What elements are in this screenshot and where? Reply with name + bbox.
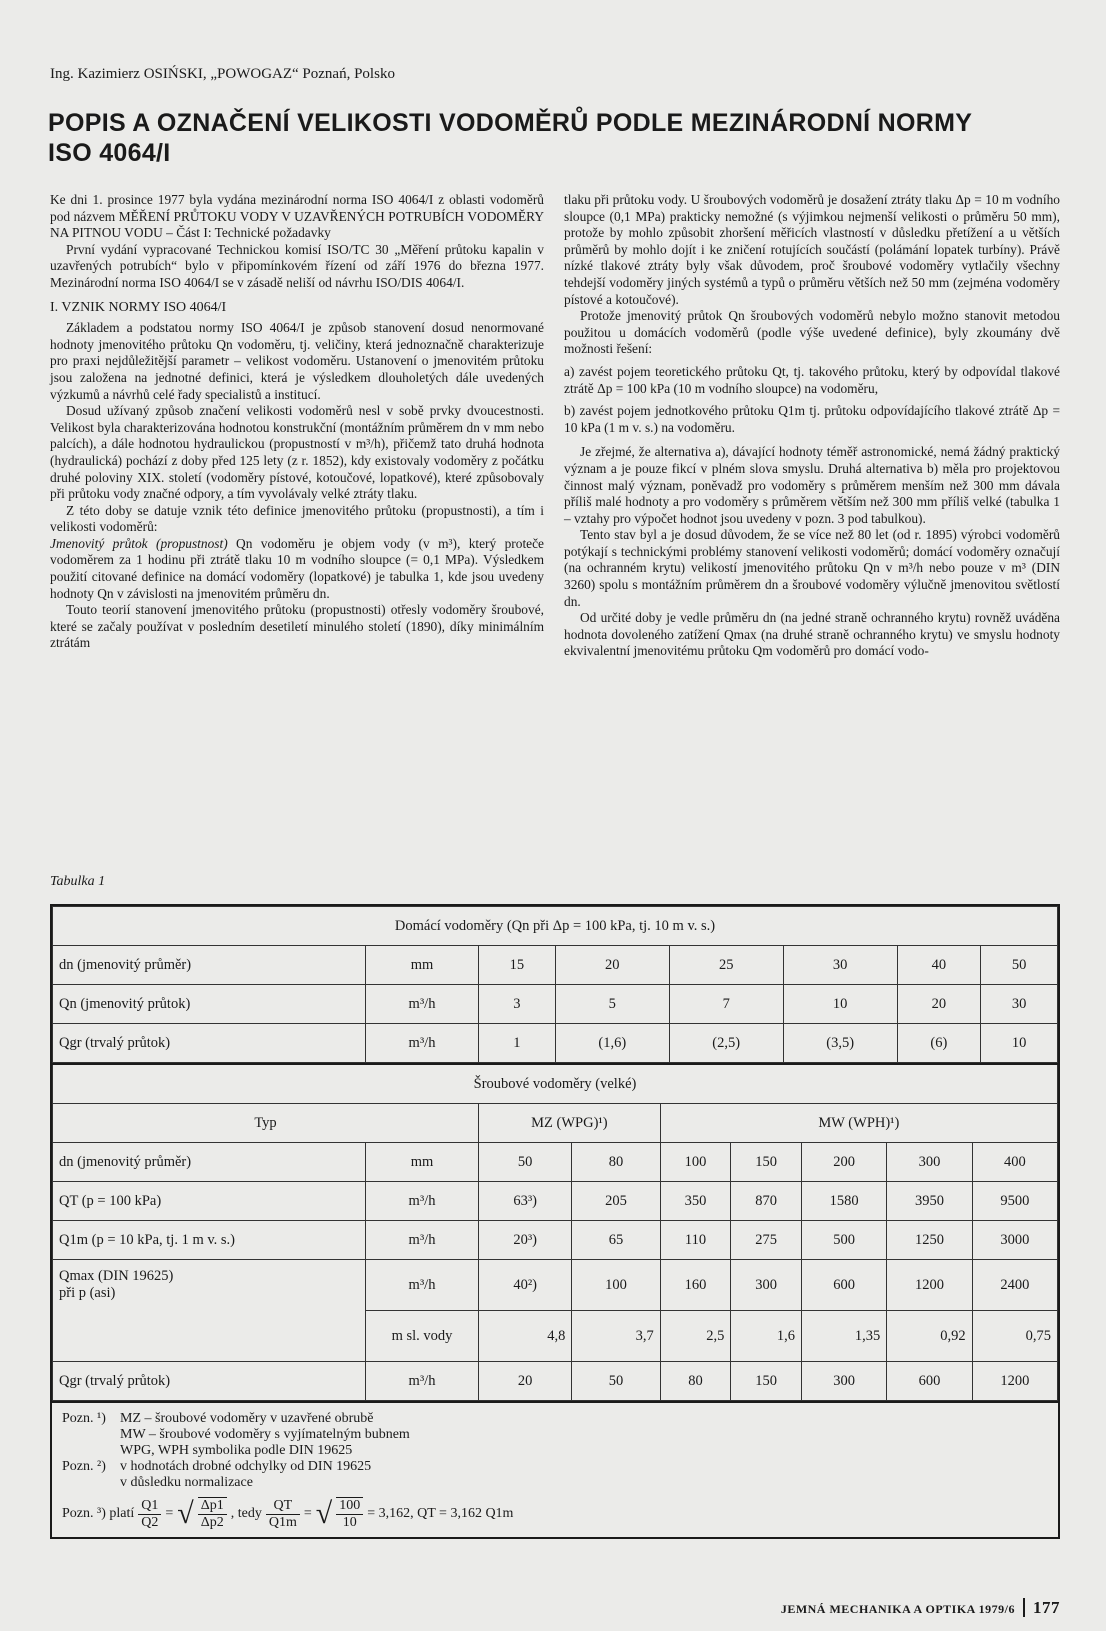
row-unit: m³/h	[366, 1024, 479, 1063]
cell: 160	[660, 1260, 731, 1311]
row-unit: m³/h	[366, 1221, 479, 1260]
cell: 3,7	[572, 1311, 660, 1362]
cell: 150	[731, 1143, 802, 1182]
note-key: Pozn. ³) platí	[62, 1506, 135, 1521]
data-table	[52, 906, 1058, 1063]
list-item: a) zavést pojem teoretického průtoku Qt, tj. takového průtoku, který by odpovídal tlakové ztrátě Δp = 100 kPa (10 m vodního sloupce) na vodoměru,	[564, 363, 1060, 396]
fraction	[336, 1497, 363, 1531]
table-row	[53, 1024, 1058, 1063]
qmax-label-2: při p (asi)	[59, 1285, 116, 1301]
cell: 1	[479, 1024, 556, 1063]
cell: 25	[669, 946, 783, 985]
cell: 10	[783, 985, 897, 1024]
cell: 300	[887, 1143, 972, 1182]
cell: (3,5)	[783, 1024, 897, 1063]
row-unit: m³/h	[366, 1362, 479, 1401]
row-unit: mm	[366, 1143, 479, 1182]
paragraph: Základem a podstatou normy ISO 4064/I je způsob stanovení dosud nenormované hodnoty jmenovitého průtoku Qn vodoměru, tj. veličiny, která jednoznačně charakterizuje pro praxi nejdůležitější parametr – velikost vodoměru. Ustanovení o jmenovitém průtoku jsou založena na jednotné definici, která je výsledkem dlouholetých dále uvedených výzkumů a návrhů celé řady specialistů a institucí.	[50, 320, 544, 402]
emphasis: Jmenovitý průtok (propustnost)	[50, 535, 228, 551]
row-label: Qgr (trvalý průtok)	[53, 1024, 366, 1063]
cell: 40²)	[479, 1260, 572, 1311]
data-table	[52, 1063, 1058, 1401]
row-label: Qn (jmenovitý průtok)	[53, 985, 366, 1024]
row-unit: m³/h	[366, 985, 479, 1024]
cell: 7	[669, 985, 783, 1024]
paragraph: Ke dni 1. prosince 1977 byla vydána mezinárodní norma ISO 4064/I z oblasti vodoměrů pod názvem MĚŘENÍ PRŮTOKU VODY V UZAVŘENÝCH POTRUBÍCH VODOMĚRY NA PITNOU VODU – Část I: Technické požadavky	[50, 192, 544, 241]
cell: 5	[555, 985, 669, 1024]
cell: 40	[897, 946, 981, 985]
table-row	[53, 1104, 1058, 1143]
cell: 1,6	[731, 1311, 802, 1362]
cell: 63³)	[479, 1182, 572, 1221]
list-item: b) zavést pojem jednotkového průtoku Q1m tj. průtoku odpovídajícího tlakové ztrátě Δp = 10 kPa (1 m v. s.) na vodoměru.	[564, 403, 1060, 435]
section-heading: I. VZNIK NORMY ISO 4064/I	[50, 299, 227, 315]
cell: 10	[981, 1024, 1058, 1063]
journal-name: JEMNÁ MECHANIKA A OPTIKA 1979/6	[780, 1602, 1015, 1616]
row-label	[53, 1260, 366, 1362]
cell: 500	[801, 1221, 886, 1260]
paragraph: Od určité doby je vedle průměru dn (na jedné straně ochranného krytu) rovněž uváděna hodnota dovoleného zatížení Qmax (na druhé straně ochranného krytu) ve smyslu hodnoty ekvivalentní jmenovitému průtoku Qm vodoměrů pro domácí vodo-	[564, 610, 1060, 659]
page-footer	[781, 1598, 1060, 1618]
cell: 80	[660, 1362, 731, 1401]
row-label: dn (jmenovitý průměr)	[53, 1143, 366, 1182]
table-row	[53, 1221, 1058, 1260]
cell: 600	[801, 1260, 886, 1311]
cell: 20	[479, 1362, 572, 1401]
sqrt-icon: √	[315, 1497, 333, 1530]
note-text: = 3,162, QT = 3,162 Q1m	[367, 1506, 514, 1521]
note-key: Pozn. ²)	[62, 1459, 106, 1474]
domestic-header: Domácí vodoměry (Qn při Δp = 100 kPa, tj. 10 m v. s.)	[53, 907, 1058, 946]
cell: 150	[731, 1362, 802, 1401]
cell: 200	[801, 1143, 886, 1182]
note-text: WPG, WPH symbolika podle DIN 19625	[120, 1443, 353, 1458]
numerator: Q1	[138, 1498, 161, 1515]
cell: 2,5	[660, 1311, 731, 1362]
cell: 9500	[972, 1182, 1057, 1221]
cell: 20	[555, 946, 669, 985]
paragraph	[50, 536, 544, 602]
cell: 350	[660, 1182, 731, 1221]
fraction	[198, 1497, 227, 1531]
cell: 50	[572, 1362, 660, 1401]
typ-header: Typ	[53, 1104, 479, 1143]
cell: 1200	[972, 1362, 1057, 1401]
denominator: Q1m	[268, 1514, 297, 1530]
cell: 600	[887, 1362, 972, 1401]
cell: 80	[572, 1143, 660, 1182]
paragraph: Tento stav byl a je dosud důvodem, že se více než 80 let (od r. 1895) výrobci vodoměrů potýkají s technickými problémy stanovení velikosti vodoměrů; domácí vodoměry označují (na ochranném krytu) velikostí jmenovitého průtoku Qn v m³/h nebo pouze v m³ (DIN 3260) spolu s montážním průměrem dn a šroubové vodoměry výlučně jmenovitou světlostí dn.	[564, 527, 1060, 609]
cell: 100	[572, 1260, 660, 1311]
cell: 100	[660, 1143, 731, 1182]
note-text: v hodnotách drobné odchylky od DIN 19625	[120, 1459, 372, 1474]
cell: 3	[479, 985, 556, 1024]
table-row	[53, 1362, 1058, 1401]
fraction	[138, 1498, 161, 1531]
cell: 3950	[887, 1182, 972, 1221]
cell: 4,8	[479, 1311, 572, 1362]
fraction	[266, 1498, 300, 1531]
paragraph: Protože jmenovitý průtok Qn šroubových vodoměrů nebylo možno stanovit metodou použitou u domácích vodoměrů (podle výše uvedené definice), byly zkoumány dvě možnosti řešení:	[564, 308, 1060, 357]
table-caption: Tabulka 1	[50, 874, 106, 889]
cell: 1200	[887, 1260, 972, 1311]
paragraph: Dosud užívaný způsob značení velikosti vodoměrů nesl v sobě prvky dvoucestnosti. Velikost byla charakterizována hodnotou konstrukční (montážním průměrem dn v mm nebo palcích), a dále hodnotou hydraulickou (propustností v m³/h), přičemž tato druhá hodnota (hydraulická) pochází z doby před 125 lety (z r. 1852), kdy existovaly vodoměry z počátku druhé poloviny XIX. století (vodoměry pístové, kotoučové, lopatkové), které způsobovaly při průtoku vody značné odpory, a tím vyvolávaly velké ztráty tlaku.	[50, 403, 544, 502]
row-unit: mm	[366, 946, 479, 985]
cell: 300	[731, 1260, 802, 1311]
note-text: , tedy	[230, 1506, 262, 1521]
note-text: MW – šroubové vodoměry s vyjímatelným bubnem	[120, 1427, 410, 1442]
cell: 20	[897, 985, 981, 1024]
cell: 400	[972, 1143, 1057, 1182]
numerator: Δp1	[198, 1498, 227, 1515]
cell: 0,75	[972, 1311, 1057, 1362]
row-label: Q1m (p = 10 kPa, tj. 1 m v. s.)	[53, 1221, 366, 1260]
cell: 1250	[887, 1221, 972, 1260]
table-1	[50, 904, 1060, 1539]
cell: 300	[801, 1362, 886, 1401]
row-label: dn (jmenovitý průměr)	[53, 946, 366, 985]
denominator: Δp2	[200, 1515, 224, 1530]
table-row	[53, 1182, 1058, 1221]
cell: 20³)	[479, 1221, 572, 1260]
row-unit: m³/h	[366, 1260, 479, 1311]
right-column	[564, 192, 1060, 660]
paragraph: Je zřejmé, že alternativa a), dávající hodnoty téměř astronomické, nemá žádný praktický význam a je pouze fikcí v plném slova smyslu. Druhá alternativa b) měla pro projektovou činnost malý význam, poněvadž pro vodoměry s průměrem menším než 300 mm dávala příliš malé hodnoty a pro vodoměry s průměrem větším než 300 mm příliš velké (tabulka 1 – vztahy pro výpočet hodnot jsou uvedeny v pozn. 3 pod tabulkou).	[564, 444, 1060, 526]
left-column	[50, 192, 544, 652]
page-number: 177	[1023, 1598, 1060, 1617]
note-text: MZ – šroubové vodoměry v uzavřené obrubě	[120, 1411, 374, 1426]
mz-header: MZ (WPG)¹)	[479, 1104, 661, 1143]
note-key: Pozn. ¹)	[62, 1411, 106, 1426]
cell: (6)	[897, 1024, 981, 1063]
table-row	[53, 1260, 1058, 1311]
row-unit: m³/h	[366, 1182, 479, 1221]
sqrt-icon: √	[177, 1497, 194, 1530]
note-text: v důsledku normalizace	[120, 1475, 253, 1490]
row-label: QT (p = 100 kPa)	[53, 1182, 366, 1221]
table-notes	[52, 1401, 1058, 1537]
table-row	[53, 1143, 1058, 1182]
cell: 0,92	[887, 1311, 972, 1362]
cell: (1,6)	[555, 1024, 669, 1063]
cell: 50	[479, 1143, 572, 1182]
qmax-label: Qmax (DIN 19625)	[59, 1268, 174, 1284]
numerator: QT	[266, 1498, 300, 1515]
numerator: 100	[336, 1498, 363, 1515]
cell: 30	[783, 946, 897, 985]
cell: (2,5)	[669, 1024, 783, 1063]
note-formula: Pozn. ³) platí $\frac{Q1}{Q2}$ = √ $\frac{\Delta p1}{\Delta p2}$ , tedy $\frac{QT}{Q1m}$ = √ $\frac{100}{10}$ = 3,162, QT = 3,162 Q1m	[62, 1497, 514, 1530]
denominator: 10	[342, 1515, 357, 1530]
cell: 1,35	[801, 1311, 886, 1362]
paragraph: Touto teorií stanovení jmenovitého průtoku (propustnosti) otřesly vodoměry šroubové, které se začaly používat v posledním desetiletí minulého století (1890), díky minimálním ztrátám	[50, 602, 544, 651]
author-byline: Ing. Kazimierz OSIŃSKI, „POWOGAZ“ Poznań, Polsko	[50, 66, 395, 82]
paragraph-text: Qn vodoměru je objem vody (v m³), který proteče vodoměrem za 1 hodinu při ztrátě tlaku 10 m vodního sloupce (= 0,1 MPa). Výsledkem použití citované definice na domácí vodoměry (lopatkové) je tabulka 1, kde jsou uvedeny hodnoty Qn v závislosti na jmenovitém průměru dn.	[50, 535, 544, 601]
paragraph: tlaku při průtoku vody. U šroubových vodoměrů je dosažení ztráty tlaku Δp = 10 m vodního sloupce (0,1 MPa) prakticky nemožné (s výjimkou nejmenší velikosti o průměru 50 mm), protože by mohlo způsobit zhoršení měřicích vlastností v důsledku přetížení a u větších průměrů by mohlo dojít i ke zničení rotujících součástí (polámání lopatek turbíny). Právě nízké tlakové ztráty byly však důvodem, proč šroubové vodoměry vytlačily všechny tehdejší vodoměry jiných systémů a typů o průměru větších než 50 mm (zejména vodoměry pístové a kotoučové).	[564, 192, 1060, 307]
screw-header: Šroubové vodoměry (velké)	[53, 1064, 1058, 1104]
cell: 15	[479, 946, 556, 985]
cell: 275	[731, 1221, 802, 1260]
cell: 1580	[801, 1182, 886, 1221]
cell: 110	[660, 1221, 731, 1260]
row-unit: m sl. vody	[366, 1311, 479, 1362]
cell: 30	[981, 985, 1058, 1024]
row-label: Qgr (trvalý průtok)	[53, 1362, 366, 1401]
paragraph: První vydání vypracované Technickou komisí ISO/TC 30 „Měření průtoku kapalin v uzavřených potrubích“ bylo v připomínkovém řízení od září 1976 do března 1977. Mezinárodní norma ISO 4064/I se v zásadě neliší od návrhu ISO/DIS 4064/I.	[50, 241, 544, 290]
table-row	[53, 946, 1058, 985]
cell: 50	[981, 946, 1058, 985]
article-title: POPIS A OZNAČENÍ VELIKOSTI VODOMĚRŮ PODLE MEZINÁRODNÍ NORMY ISO 4064/I	[48, 109, 972, 167]
table-row	[53, 985, 1058, 1024]
cell: 3000	[972, 1221, 1057, 1260]
cell: 65	[572, 1221, 660, 1260]
mw-header: MW (WPH)¹)	[660, 1104, 1057, 1143]
cell: 2400	[972, 1260, 1057, 1311]
cell: 205	[572, 1182, 660, 1221]
cell: 870	[731, 1182, 802, 1221]
denominator: Q2	[141, 1514, 159, 1530]
paragraph: Z této doby se datuje vznik této definice jmenovitého průtoku (propustnosti), a tím i velikosti vodoměrů:	[50, 502, 544, 535]
